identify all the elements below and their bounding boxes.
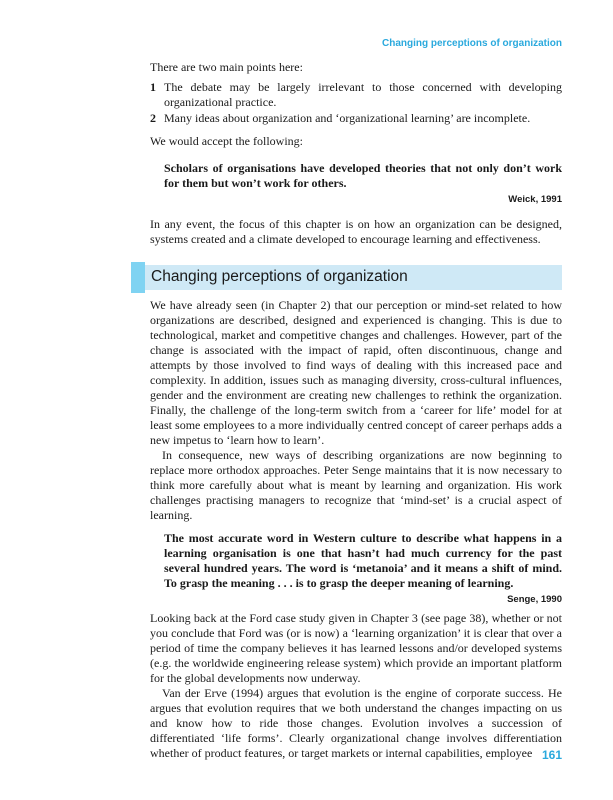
list-number: 2: [150, 111, 156, 125]
accept-line: We would accept the following:: [150, 134, 303, 148]
page-number: 161: [541, 748, 562, 762]
section-heading: Changing perceptions of organization: [151, 268, 408, 285]
running-head: Changing perceptions of organization: [382, 38, 562, 49]
list-item: [150, 80, 562, 110]
list-text: Many ideas about organization and ‘organizational learning’ are incomplete.: [164, 111, 531, 125]
quote-citation: Senge, 1990: [507, 594, 562, 605]
quote-text: Scholars of organisations have developed theories that not only don’t work for them but won’t work for others.: [164, 161, 562, 190]
body-paragraph-1: We have already seen (in Chapter 2) that our perception or mind-set related to how organizations are described, designed and experienced is changing. This is due to technological, market and competitive changes and challenges. However, part of the change is associated with the impact of rapid, often discontinuous, change and attempts by those involved to find ways of dealing with this increased pace and complexity. In addition, issues such as managing diversity, cross-cultural influences, gender and the environment are creating new challenges to rethink the organization. Finally, the challenge of the long-term switch from a ‘career for life’ model for at least some employees to a more individually centred concept of career perhaps adds a new impetus to ‘learn how to learn’.: [150, 298, 562, 447]
quote-weick: [164, 161, 562, 207]
quote-citation: Weick, 1991: [508, 194, 562, 205]
intro-lead: There are two main points here:: [150, 60, 303, 74]
list-number: 1: [150, 80, 156, 94]
body-paragraph-3: Looking back at the Ford case study given in Chapter 3 (see page 38), whether or not you conclude that Ford was (or is now) a ‘learning organization’ it is clear that over a period of time the company believes it has learned lessons and/or developed systems (e.g. the worldwide engineering release system) which provide an important platform for the global developments now underway.: [150, 611, 562, 685]
body-paragraph-4: Van der Erve (1994) argues that evolution is the engine of corporate success. He argues that evolution requires that we both understand the changes impacting on us and know how to ride those changes. Evolution involves a succession of differentiated ‘life forms’. Clearly organizational change involves differentiation whether of product features, or target markets or internal capabilities, employee: [150, 686, 562, 760]
section-body: [150, 298, 562, 761]
quote-text: The most accurate word in Western culture to describe what happens in a learning organisation is one that hasn’t had much currency for the past several hundred years. The word is ‘metanoia’ and it means a shift of mind. To grasp the meaning . . . is to grasp the deeper meaning of learning.: [164, 531, 562, 590]
section-heading-tab: [131, 262, 145, 293]
points-list: [150, 80, 562, 126]
intro-block: [150, 60, 562, 247]
quote-senge: [164, 531, 562, 607]
body-paragraph-2: In consequence, new ways of describing organizations are now beginning to replace more orthodox approaches. Peter Senge maintains that it is now necessary to think more carefully about what is meant by learning and organization. His work challenges practising managers to recognize that ‘mind-set’ is a crucial aspect of learning.: [150, 448, 562, 522]
list-item: [150, 111, 562, 126]
list-text: The debate may be largely irrelevant to those concerned with developing organizational practice.: [164, 80, 562, 109]
focus-paragraph: In any event, the focus of this chapter is on how an organization can be designed, systems created and a climate developed to encourage learning and effectiveness.: [150, 217, 562, 246]
